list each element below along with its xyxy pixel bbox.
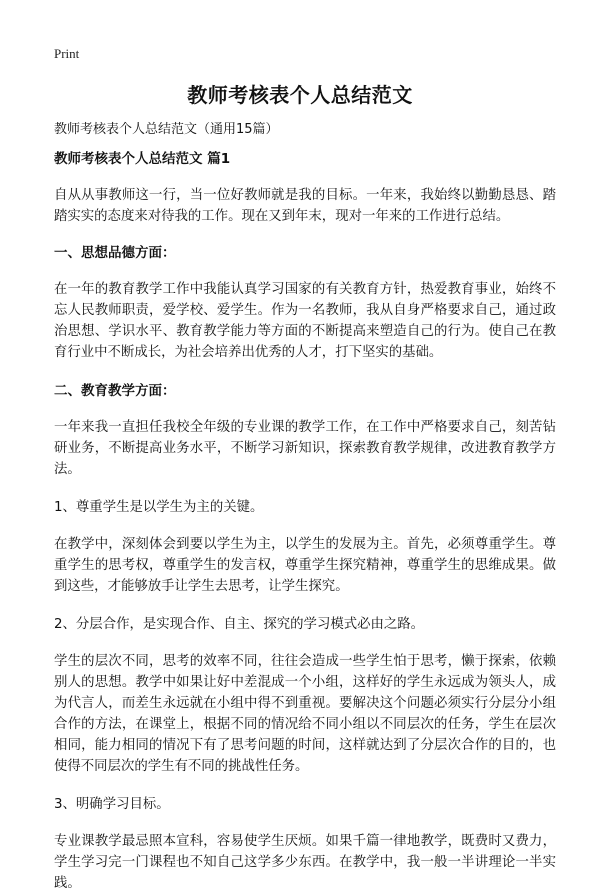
document-title: 教师考核表个人总结范文 bbox=[187, 83, 413, 107]
article-heading: 教师考核表个人总结范文 篇1 bbox=[54, 151, 231, 167]
point-title-goals: 3、明确学习目标。 bbox=[54, 797, 170, 812]
print-link[interactable]: Print bbox=[54, 46, 80, 61]
section-title-teaching: 二、教育教学方面： bbox=[54, 383, 176, 399]
document-content bbox=[54, 149, 556, 894]
point-body-cooperation: 学生的层次不同，思考的效率不同，往往会造成一些学生怕于思考，懒于探索，依赖别人的思想。教学中如果让好中差混成一个小组，这样好的学生永远成为领头人，成为代言人，而差生永远就在小组中得不到重视。要解决这个问题必须实行分层分小组合作的方法，在课堂上，根据不同的情况给不同小组以不同层次的任务，学生在层次相同，能力相同的情况下有了思考问题的时间，这样就达到了分层次合作的目的，也使得不同层次的学生有不同的挑战性任务。 bbox=[54, 654, 556, 774]
point-title-cooperation: 2、分层合作，是实现合作、自主、探究的学习模式必由之路。 bbox=[54, 617, 425, 632]
section-body-ethics: 在一年的教育教学工作中我能认真学习国家的有关教育方针，热爱教育事业，始终不忘人民教师职责，爱学校、爱学生。作为一名教师，我从自身严格要求自己，通过政治思想、学识水平、教育教学能力等方面的不断提高来塑造自己的行为。使自己在教育行业中不断成长，为社会培养出优秀的人才，打下坚实的基础。 bbox=[54, 282, 556, 360]
point-body-respect: 在教学中，深刻体会到要以学生为主，以学生的发展为主。首先，必须尊重学生。尊重学生的思考权，尊重学生的发言权，尊重学生探究精神，尊重学生的思维成果。做到这些，才能够放手让学生去思考，让学生探究。 bbox=[54, 537, 556, 594]
section-title-ethics: 一、思想品德方面： bbox=[54, 245, 176, 261]
point-title-respect: 1、尊重学生是以学生为主的关键。 bbox=[54, 500, 264, 515]
document-subtitle: 教师考核表个人总结范文（通用15篇） bbox=[54, 122, 279, 137]
point-body-goals: 专业课教学最忌照本宣科，容易使学生厌烦。如果千篇一律地教学，既费时又费力，学生学习完一门课程也不知自己这学多少东西。在教学中，我一般一半讲理论一半实践。 bbox=[54, 834, 556, 891]
intro-paragraph: 自从从事教师这一行，当一位好教师就是我的目标。一年来，我始终以勤勤恳恳、踏踏实实的态度来对待我的工作。现在又到年末，现对一年来的工作进行总结。 bbox=[54, 188, 556, 224]
section-body-teaching: 一年来我一直担任我校全年级的专业课的教学工作，在工作中严格要求自己，刻苦钻研业务，不断提高业务水平，不断学习新知识，探索教育教学规律，改进教育教学方法。 bbox=[54, 420, 556, 477]
